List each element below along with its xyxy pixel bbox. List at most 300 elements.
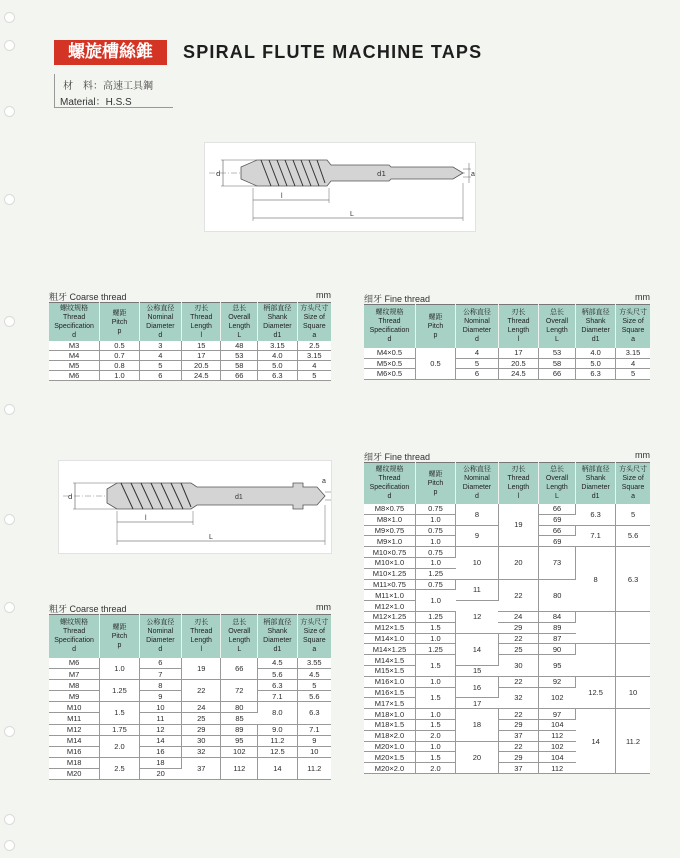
table-cell: 92 [538,676,575,687]
table-row [49,735,331,746]
header-label-cn: 刃长 [511,308,526,317]
table-cell: 5.6 [616,525,650,547]
header-label: Shank [267,628,288,636]
header-label: Diameter [263,637,292,645]
header-label: Overall [545,318,569,326]
table-caption [49,290,331,302]
table-cell: 22 [182,680,221,702]
header-cell [576,305,616,348]
header-label: Diameter [146,637,175,645]
table-cell: M4 [49,351,100,361]
table-cell: 80 [538,579,575,611]
table-cell: 8.0 [258,702,297,724]
header-label: Thread [507,318,530,326]
header-label: Length [507,484,530,492]
header-label: Length [228,637,251,645]
header-label: L [555,493,559,501]
binder-hole [4,12,15,23]
table-cell: M14×1.25 [364,644,415,655]
table-row [49,351,331,361]
material-chinese: 材 料：高速工具鋼 [63,81,153,92]
header-cell [182,615,221,658]
header-label: Pitch [111,318,128,326]
table-cell: 14 [258,757,297,779]
table-cell: 1.0 [415,590,455,612]
table-cell: 7.1 [258,691,297,702]
header-label: Specification [369,327,410,335]
table-cell: 4 [139,351,181,361]
table-cell: 16 [139,746,181,757]
header-label: Size of [303,314,325,321]
table-cell: 2.0 [100,735,139,757]
table-cell: 37 [498,730,538,741]
table-cell [616,644,650,676]
header-cell [139,303,181,342]
table-cell: 11 [456,579,499,601]
table-cell: 14 [139,735,181,746]
table-cell: 1.5 [415,687,455,709]
table-cell: 5.0 [258,361,297,371]
table-cell: 0.5 [415,348,455,380]
header-label: Diameter [462,327,492,335]
table-cell: 0.75 [415,547,455,558]
table-cell: 1.0 [100,371,139,381]
table-cell: 7 [139,669,181,680]
tap-illustration-1 [205,143,475,231]
header-label: a [312,646,317,654]
header-label: p [433,331,438,339]
header-label: Length [190,323,212,330]
table-cell [576,644,616,676]
table-cell: 53 [538,348,575,359]
table-cell: 30 [498,655,538,677]
table-cell: M8×0.75 [364,504,415,515]
caption-english: Coarse thread [69,604,127,614]
table-cell: M4×0.5 [364,348,415,359]
header-label: Diameter [581,484,610,492]
header-label: Pitch [111,632,128,640]
table-cell: 1.0 [415,633,455,644]
header-cell [364,463,415,504]
table-row [364,676,650,687]
table-cell: 102 [538,687,575,709]
table-cell: 22 [498,741,538,752]
table-cell: 84 [538,611,575,622]
label-a: a [471,171,475,178]
table-cell: M10 [49,702,100,713]
header-label: l [200,646,203,654]
header-label-cn: 螺纹规格 [375,465,404,474]
table-cell: 5 [297,371,331,381]
table-cell: 8 [456,504,499,526]
header-label-cn: 总长 [550,308,564,317]
table-row [364,369,650,380]
table-cell: M8×1.0 [364,514,415,525]
header-label-cn: 总长 [232,618,247,627]
binder-hole [4,814,15,825]
table-cell: 1.0 [415,741,455,752]
material-label: Material：H.S.S [60,97,132,108]
table-cell: 3.15 [297,351,331,361]
header-label: L [555,336,559,344]
binder-hole [4,726,15,737]
header-label: Square [303,637,326,645]
table-row [364,611,650,622]
label-d1: d1 [235,494,243,501]
table-row [49,371,331,381]
header-label-cn: 螺纹规格 [60,304,89,312]
table-caption [49,602,331,614]
table-cell: M11×0.75 [364,579,415,590]
table-cell: 0.5 [100,341,139,351]
table-cell: M9×0.75 [364,525,415,536]
table-cell: 8 [576,547,616,612]
table-caption [364,292,650,304]
tap-illustration-2 [59,461,331,553]
table-cell: 9 [297,735,331,746]
header-label: a [312,332,317,339]
table-cell: M18×1.5 [364,719,415,730]
table-cell: 66 [538,369,575,380]
header-label: d [72,332,77,339]
header-cell [456,305,499,348]
header-label-cn: 方头尺寸 [619,465,648,474]
label-a: a [322,478,326,485]
table-cell: 9.0 [258,724,297,735]
table-cell: 12 [139,724,181,735]
table-cell: 15 [456,665,499,676]
header-label: Nominal [464,318,490,326]
table-cell: M9×1.0 [364,536,415,547]
table-row [364,547,650,558]
table-cell: M14×1.0 [364,633,415,644]
table-cell: 66 [221,658,258,680]
header-label: Overall [228,628,251,636]
caption-chinese: 细牙 [364,295,383,305]
header-label: Overall [545,475,569,483]
header-row [49,303,331,342]
header-label-cn: 公称直径 [146,618,175,627]
header-cell [415,463,455,504]
table-cell: M14×1.5 [364,655,415,666]
header-label: Square [621,327,645,335]
table-cell: 32 [498,687,538,709]
table-cell: 17 [456,698,499,709]
table-cell: 73 [538,547,575,579]
table-cell: 5.0 [576,358,616,369]
table-cell: M6 [49,658,100,669]
table-cell: 66 [221,371,258,381]
unit-label: mm [316,290,331,300]
spec-table [364,462,650,774]
header-cell [616,463,650,504]
table-cell: 1.0 [415,514,455,525]
header-label: Length [546,484,568,492]
table-cell: 6.3 [616,547,650,612]
table-cell: 89 [538,622,575,633]
table-cell: 17 [498,348,538,359]
label-d: d [68,493,73,501]
header-label: Thread [507,475,530,483]
table-cell: 29 [182,724,221,735]
table-cell: M11 [49,713,100,724]
header-label: d1 [591,493,600,501]
header-label: Shank [585,475,606,483]
header-label-cn: 公称直径 [462,308,491,317]
caption-english: Fine thread [384,452,431,462]
table-cell: M3 [49,341,100,351]
table-cell: M6×0.5 [364,369,415,380]
header-label: Thread [63,314,86,321]
table-cell: 10 [456,547,499,579]
table-cell: 0.7 [100,351,139,361]
table-cell: 6.3 [297,702,331,724]
table-cell: 10 [616,676,650,708]
spec-table [364,304,650,380]
binder-hole [4,514,15,525]
table-cell: 48 [221,341,258,351]
label-l: l [281,193,283,200]
table-cell: 5.6 [258,669,297,680]
header-label: d1 [273,646,282,654]
header-label: Nominal [147,314,174,321]
table-cell: M10×1.25 [364,568,415,579]
table-cell: 20 [498,547,538,579]
table-cell: 3.55 [297,658,331,669]
header-label: Length [190,637,212,645]
header-label: a [631,493,636,501]
table-cell: M12×1.0 [364,601,415,612]
table-cell: 37 [498,763,538,774]
binder-hole [4,316,15,327]
table-cell: M18 [49,757,100,768]
header-label: Diameter [146,323,175,330]
table-row [364,644,650,655]
table-cell: 24 [498,611,538,622]
table-cell: 6 [139,371,181,381]
header-label: Shank [585,318,606,326]
table-cell: 32 [182,746,221,757]
table-cell: 1.5 [415,622,455,633]
header-label-cn: 刃长 [511,465,526,474]
header-cell [616,305,650,348]
table-cell: 5 [616,504,650,526]
table-cell: M6 [49,371,100,381]
header-label: Overall [228,314,251,321]
table-cell: 20 [456,741,499,773]
table-cell: M10×0.75 [364,547,415,558]
table-cell: 4 [297,361,331,371]
header-label-cn: 公称直径 [146,304,175,312]
table-cell: M20 [49,768,100,779]
header-label-cn: 螺距 [428,312,443,321]
header-cell [415,305,455,348]
table-cell: M12×1.5 [364,622,415,633]
header-cell [364,305,415,348]
caption-chinese: 细牙 [364,453,383,463]
header-row [49,615,331,658]
header-label-cn: 螺纹规格 [375,308,404,317]
table-row [49,702,331,713]
header-label: d [158,332,163,339]
header-label: Thread [63,628,86,636]
table-cell: 29 [498,752,538,763]
table-cell: 0.75 [415,579,455,590]
header-label-cn: 方头尺寸 [300,304,329,312]
table-cell: 1.25 [415,568,455,579]
table-cell: M20×2.0 [364,763,415,774]
table-cell: 1.25 [415,644,455,655]
table-row [364,709,650,720]
header-label-cn: 螺纹规格 [60,618,89,627]
table-cell: 4.0 [258,351,297,361]
header-label-cn: 柄部直径 [581,465,610,474]
caption-english: Coarse thread [69,292,127,302]
table-cell: 1.5 [415,719,455,730]
header-label-cn: 方头尺寸 [300,618,329,627]
table-cell: 89 [221,724,258,735]
header-label-cn: 柄部直径 [581,308,610,317]
header-label: L [237,646,242,654]
header-label: Size of [303,628,325,636]
header-label: a [631,336,636,344]
header-label: l [517,493,520,501]
header-label: d [474,336,479,344]
table-cell: 30 [182,735,221,746]
table-cell: M7 [49,669,100,680]
table-cell: 6.3 [258,371,297,381]
table-cell: 69 [538,514,575,525]
table-caption [364,450,650,462]
header-row [364,463,650,504]
header-cell [49,303,100,342]
header-cell [297,303,331,342]
table-cell: 18 [456,709,499,741]
table-cell: 11.2 [258,735,297,746]
table-cell: 4 [456,348,499,359]
table-cell: 19 [182,658,221,680]
table-cell: 1.75 [100,724,139,735]
table-cell [576,611,616,643]
table-cell: 20 [139,768,181,779]
fine-thread-table-2 [364,450,650,774]
header-label: d [387,336,392,344]
table-cell: 1.25 [415,611,455,622]
fine-thread-table-1 [364,292,650,380]
table-cell: 2.0 [415,763,455,774]
table-row [49,724,331,735]
table-row [49,680,331,691]
header-cell [221,615,258,658]
table-cell: M18×2.0 [364,730,415,741]
table-cell: 112 [538,763,575,774]
caption-chinese: 粗牙 [49,605,68,615]
table-cell: 9 [456,525,499,547]
table-cell: 2.0 [415,730,455,741]
header-label-cn: 螺距 [428,469,443,478]
table-cell: 5 [139,361,181,371]
table-cell: 3 [139,341,181,351]
table-cell: 14 [576,709,616,774]
table-cell: M8 [49,680,100,691]
table-cell: 20.5 [498,358,538,369]
table-cell: 3.15 [258,341,297,351]
header-cell [538,305,575,348]
header-label: Pitch [427,322,444,330]
header-label-cn: 柄部直径 [263,618,292,627]
tap-drawing-1 [204,142,476,232]
table-cell: M14 [49,735,100,746]
header-cell [139,615,181,658]
header-cell [182,303,221,342]
page-title: SPIRAL FLUTE MACHINE TAPS [183,42,483,62]
table-cell: M12×1.25 [364,611,415,622]
table-cell: 6.3 [576,369,616,380]
table-cell: 95 [538,655,575,677]
header-label: l [200,332,203,339]
table-cell: 95 [221,735,258,746]
table-cell: 104 [538,719,575,730]
header-label: p [433,488,438,496]
table-cell: 4.0 [576,348,616,359]
spec-table [49,302,331,381]
table-cell: 7.1 [297,724,331,735]
binder-hole [4,40,15,51]
header-cell [100,303,139,342]
header-label-cn: 总长 [232,304,247,312]
header-cell [538,463,575,504]
header-cell [498,305,538,348]
table-cell: 112 [221,757,258,779]
caption-chinese: 粗牙 [49,293,68,303]
table-row [49,757,331,768]
table-cell: M16×1.0 [364,676,415,687]
header-cell [498,463,538,504]
header-label: Length [546,327,568,335]
table-cell: 22 [498,709,538,720]
header-label: Nominal [464,475,490,483]
label-l: l [145,515,147,522]
table-cell: 6.3 [576,504,616,526]
table-cell: 66 [538,525,575,536]
title-chinese: 螺旋槽絲錐 [54,40,167,65]
table-cell: M11×1.0 [364,590,415,601]
table-cell: 1.5 [415,655,455,677]
header-label-cn: 总长 [550,465,564,474]
coarse-thread-table-1 [49,290,331,381]
header-cell [456,463,499,504]
table-cell: 11.2 [616,709,650,774]
label-d: d [216,170,221,178]
table-cell: 17 [182,351,221,361]
table-cell: 85 [221,713,258,724]
table-cell: 97 [538,709,575,720]
header-cell [49,615,100,658]
table-cell: 90 [538,644,575,655]
table-cell [616,611,650,643]
header-label: Thread [378,475,401,483]
table-row [49,658,331,669]
header-label: d1 [273,332,282,339]
table-cell: 112 [538,730,575,741]
table-cell: M20×1.5 [364,752,415,763]
header-label: d1 [591,336,600,344]
table-cell: M20×1.0 [364,741,415,752]
header-label: d [387,493,392,501]
table-cell: 10 [297,746,331,757]
table-cell: 9 [139,691,181,702]
header-label: Square [303,323,326,330]
